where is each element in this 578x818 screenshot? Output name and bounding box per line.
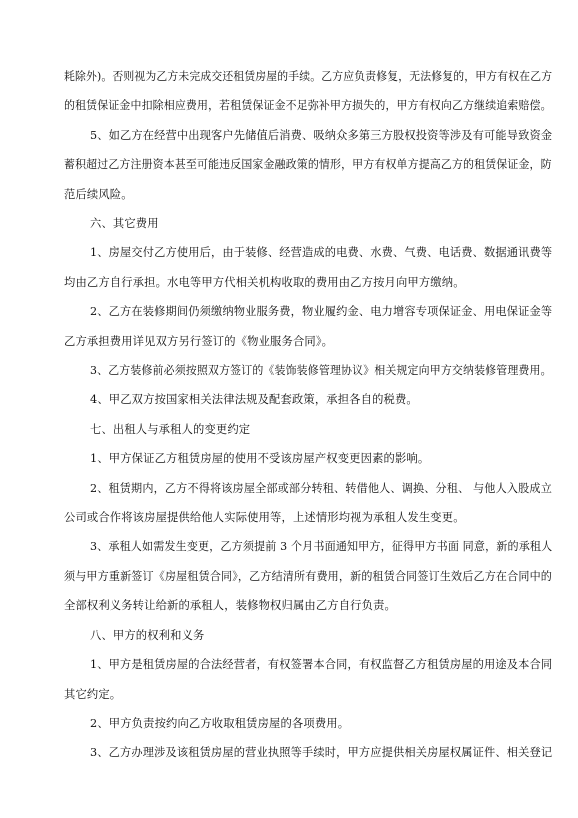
paragraph-line: 3、承租人如需发生变更，乙方须提前 3 个月书面通知甲方，征得甲方书面 同意，新的承租人 [90,540,553,553]
paragraph-line: 1、房屋交付乙方使用后，由于装修、经营造成的电费、水费、气费、电话费、数据通讯费等 [90,246,553,259]
section-heading: 七、出租人与承租人的变更约定 [90,423,251,436]
paragraph-line: 范后续风险。 [64,188,133,201]
paragraph-line: 3、乙方装修前必须按照双方签订的《装饰装修管理协议》相关规定向甲方交纳装修管理费用。 [90,364,552,377]
paragraph-line: 乙方承担费用详见双方另行签订的《物业服务合同》。 [64,335,334,348]
paragraph-line: 5、如乙方在经营中出现客户先储值后消费、吸纳众多第三方股权投资等涉及有可能导致资金 [90,129,553,142]
paragraph-line: 3、乙方办理涉及该租赁房屋的营业执照等手续时，甲方应提供相关房屋权属证件、相关登记 [90,746,553,759]
paragraph-line: 全部权利义务转让给新的承租人，装修物权归属由乙方自行负责。 [64,599,396,612]
paragraph-line: 1、甲方是租赁房屋的合法经营者，有权签署本合同，有权监督乙方租赁房屋的用途及本合同 [90,658,553,671]
paragraph-line: 须与甲方重新签订《房屋租赁合同》，乙方结清所有费用，新的租赁合同签订生效后乙方在合同中的 [64,570,553,583]
paragraph-line: 2、租赁期内，乙方不得将该房屋全部或部分转租、转借他人、调换、分租、 与他人入股成立 [90,482,552,495]
paragraph-line: 耗除外)。否则视为乙方未完成交还租赁房屋的手续。乙方应负责修复，无法修复的，甲方有权在乙方 [64,70,553,83]
paragraph-line: 均由乙方自行承担。水电等甲方代相关机构收取的费用由乙方按月向甲方缴纳。 [64,276,465,289]
paragraph-line: 1、甲方保证乙方租赁房屋的使用不受该房屋产权变更因素的影响。 [90,452,430,465]
section-heading: 八、甲方的权利和义务 [90,629,205,642]
paragraph-line: 公司或合作将该房屋提供给他人实际使用等，上述情形均视为承租人发生变更。 [64,511,465,524]
paragraph-line: 2、乙方在装修期间仍须缴纳物业服务费，物业履约金、电力增容专项保证金、用电保证金等 [90,305,553,318]
paragraph-line: 2、甲方负责按约向乙方收取租赁房屋的各项费用。 [90,717,350,730]
paragraph-line: 的租赁保证金中扣除相应费用，若租赁保证金不足弥补甲方损失的，甲方有权向乙方继续追索赔偿。 [64,99,552,112]
section-heading: 六、其它费用 [90,217,159,230]
paragraph-line: 4、甲乙双方按国家相关法律法规及配套政策，承担各自的税费。 [90,393,418,406]
paragraph-line: 其它约定。 [64,688,122,701]
paragraph-line: 蓄积超过乙方注册资本甚至可能违反国家金融政策的情形，甲方有权单方提高乙方的租赁保证金，防 [64,158,552,171]
